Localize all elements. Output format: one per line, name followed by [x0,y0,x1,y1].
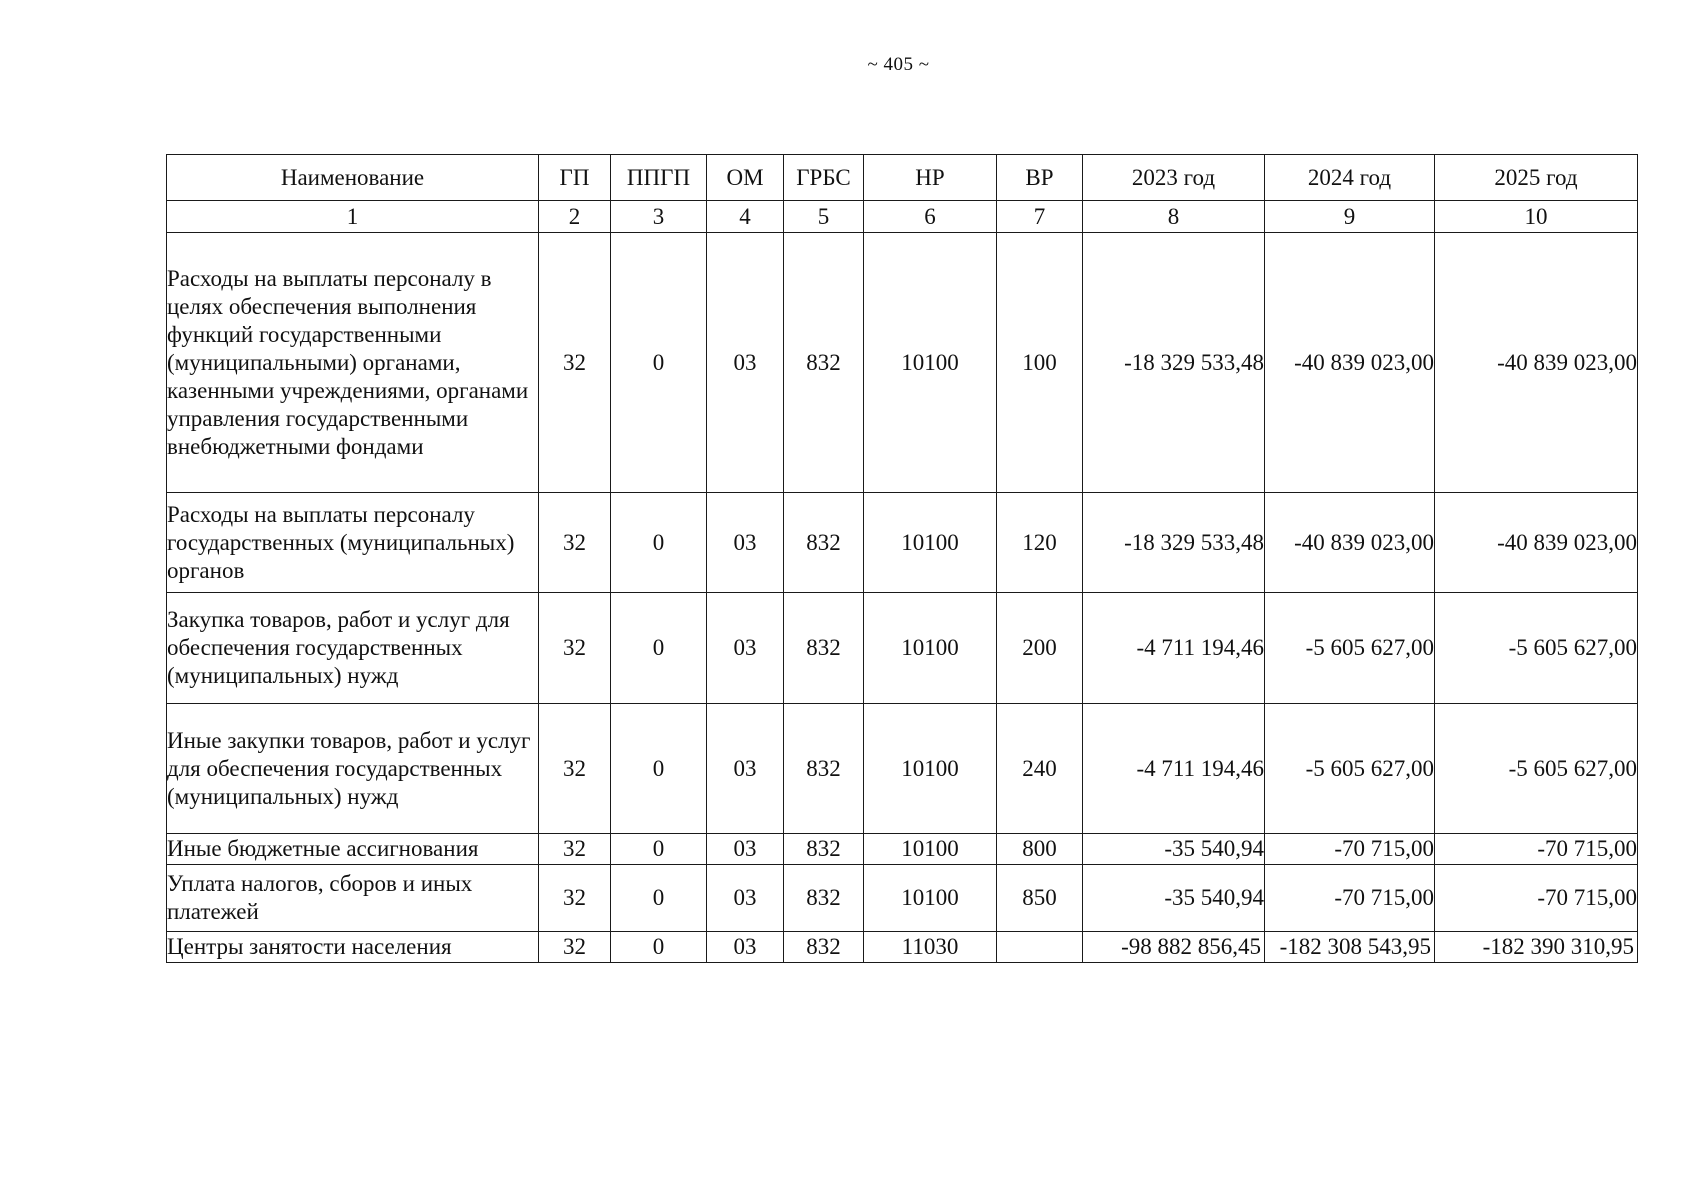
column-number: 8 [1083,201,1265,233]
header-vr: ВР [997,155,1083,201]
cell-nr: 10100 [864,493,997,593]
column-number: 2 [539,201,611,233]
cell-2024: -70 715,00 [1265,834,1435,865]
cell-2025: -5 605 627,00 [1435,704,1638,834]
cell-gp: 32 [539,865,611,932]
cell-om: 03 [707,834,784,865]
cell-grbs: 832 [784,932,864,963]
column-number-row [167,201,1638,233]
cell-2025: -70 715,00 [1435,865,1638,932]
cell-vr [997,932,1083,963]
cell-nr: 10100 [864,233,997,493]
table-row [167,932,1638,963]
cell-grbs: 832 [784,493,864,593]
header-row [167,155,1638,201]
cell-grbs: 832 [784,834,864,865]
cell-nr: 10100 [864,834,997,865]
cell-2024: -5 605 627,00 [1265,593,1435,704]
table-row [167,704,1638,834]
header-2025: 2025 год [1435,155,1638,201]
cell-2025: -40 839 023,00 [1435,493,1638,593]
cell-ppgp: 0 [611,493,707,593]
cell-2023: -35 540,94 [1083,834,1265,865]
cell-grbs: 832 [784,865,864,932]
cell-grbs: 832 [784,704,864,834]
row-name: Расходы на выплаты персоналу в целях обеспечения выполнения функций государственными (муниципальными) органами, казенными учреждениями, органами управления государственными внебюджетными фондами [167,233,539,493]
cell-grbs: 832 [784,233,864,493]
row-name: Иные бюджетные ассигнования [167,834,539,865]
cell-2023: -4 711 194,46 [1083,593,1265,704]
row-name: Уплата налогов, сборов и иных платежей [167,865,539,932]
cell-vr: 240 [997,704,1083,834]
cell-om: 03 [707,233,784,493]
cell-vr: 850 [997,865,1083,932]
header-om: ОМ [707,155,784,201]
row-name: Расходы на выплаты персоналу государственных (муниципальных) органов [167,493,539,593]
budget-table [166,154,1638,963]
cell-2023: -18 329 533,48 [1083,493,1265,593]
header-nr: НР [864,155,997,201]
cell-2023: -98 882 856,45 [1083,932,1265,963]
header-grbs: ГРБС [784,155,864,201]
header-2023: 2023 год [1083,155,1265,201]
cell-gp: 32 [539,932,611,963]
cell-ppgp: 0 [611,233,707,493]
cell-om: 03 [707,493,784,593]
cell-2025: -5 605 627,00 [1435,593,1638,704]
cell-nr: 10100 [864,704,997,834]
cell-2023: -35 540,94 [1083,865,1265,932]
column-number: 6 [864,201,997,233]
column-number: 1 [167,201,539,233]
cell-ppgp: 0 [611,704,707,834]
cell-nr: 10100 [864,593,997,704]
cell-ppgp: 0 [611,865,707,932]
cell-ppgp: 0 [611,932,707,963]
cell-nr: 10100 [864,865,997,932]
cell-grbs: 832 [784,593,864,704]
column-number: 10 [1435,201,1638,233]
column-number: 7 [997,201,1083,233]
cell-gp: 32 [539,704,611,834]
cell-ppgp: 0 [611,593,707,704]
cell-vr: 100 [997,233,1083,493]
table-row [167,233,1638,493]
cell-ppgp: 0 [611,834,707,865]
header-2024: 2024 год [1265,155,1435,201]
table-row [167,834,1638,865]
cell-om: 03 [707,932,784,963]
cell-nr: 11030 [864,932,997,963]
cell-gp: 32 [539,233,611,493]
cell-2025: -182 390 310,95 [1435,932,1638,963]
cell-gp: 32 [539,593,611,704]
cell-vr: 200 [997,593,1083,704]
cell-2023: -4 711 194,46 [1083,704,1265,834]
cell-2025: -70 715,00 [1435,834,1638,865]
cell-om: 03 [707,704,784,834]
cell-vr: 120 [997,493,1083,593]
cell-2023: -18 329 533,48 [1083,233,1265,493]
column-number: 4 [707,201,784,233]
cell-2024: -40 839 023,00 [1265,233,1435,493]
column-number: 9 [1265,201,1435,233]
row-name: Закупка товаров, работ и услуг для обеспечения государственных (муниципальных) нужд [167,593,539,704]
cell-2025: -40 839 023,00 [1435,233,1638,493]
header-gp: ГП [539,155,611,201]
row-name: Иные закупки товаров, работ и услуг для обеспечения государственных (муниципальных) нужд [167,704,539,834]
column-number: 5 [784,201,864,233]
cell-vr: 800 [997,834,1083,865]
column-number: 3 [611,201,707,233]
row-name: Центры занятости населения [167,932,539,963]
cell-2024: -182 308 543,95 [1265,932,1435,963]
page-number: ~ 405 ~ [867,54,930,75]
cell-om: 03 [707,593,784,704]
header-name: Наименование [167,155,539,201]
cell-2024: -70 715,00 [1265,865,1435,932]
cell-2024: -5 605 627,00 [1265,704,1435,834]
cell-om: 03 [707,865,784,932]
table-row [167,493,1638,593]
table-row [167,593,1638,704]
cell-2024: -40 839 023,00 [1265,493,1435,593]
table-row [167,865,1638,932]
cell-gp: 32 [539,493,611,593]
cell-gp: 32 [539,834,611,865]
header-ppgp: ППГП [611,155,707,201]
